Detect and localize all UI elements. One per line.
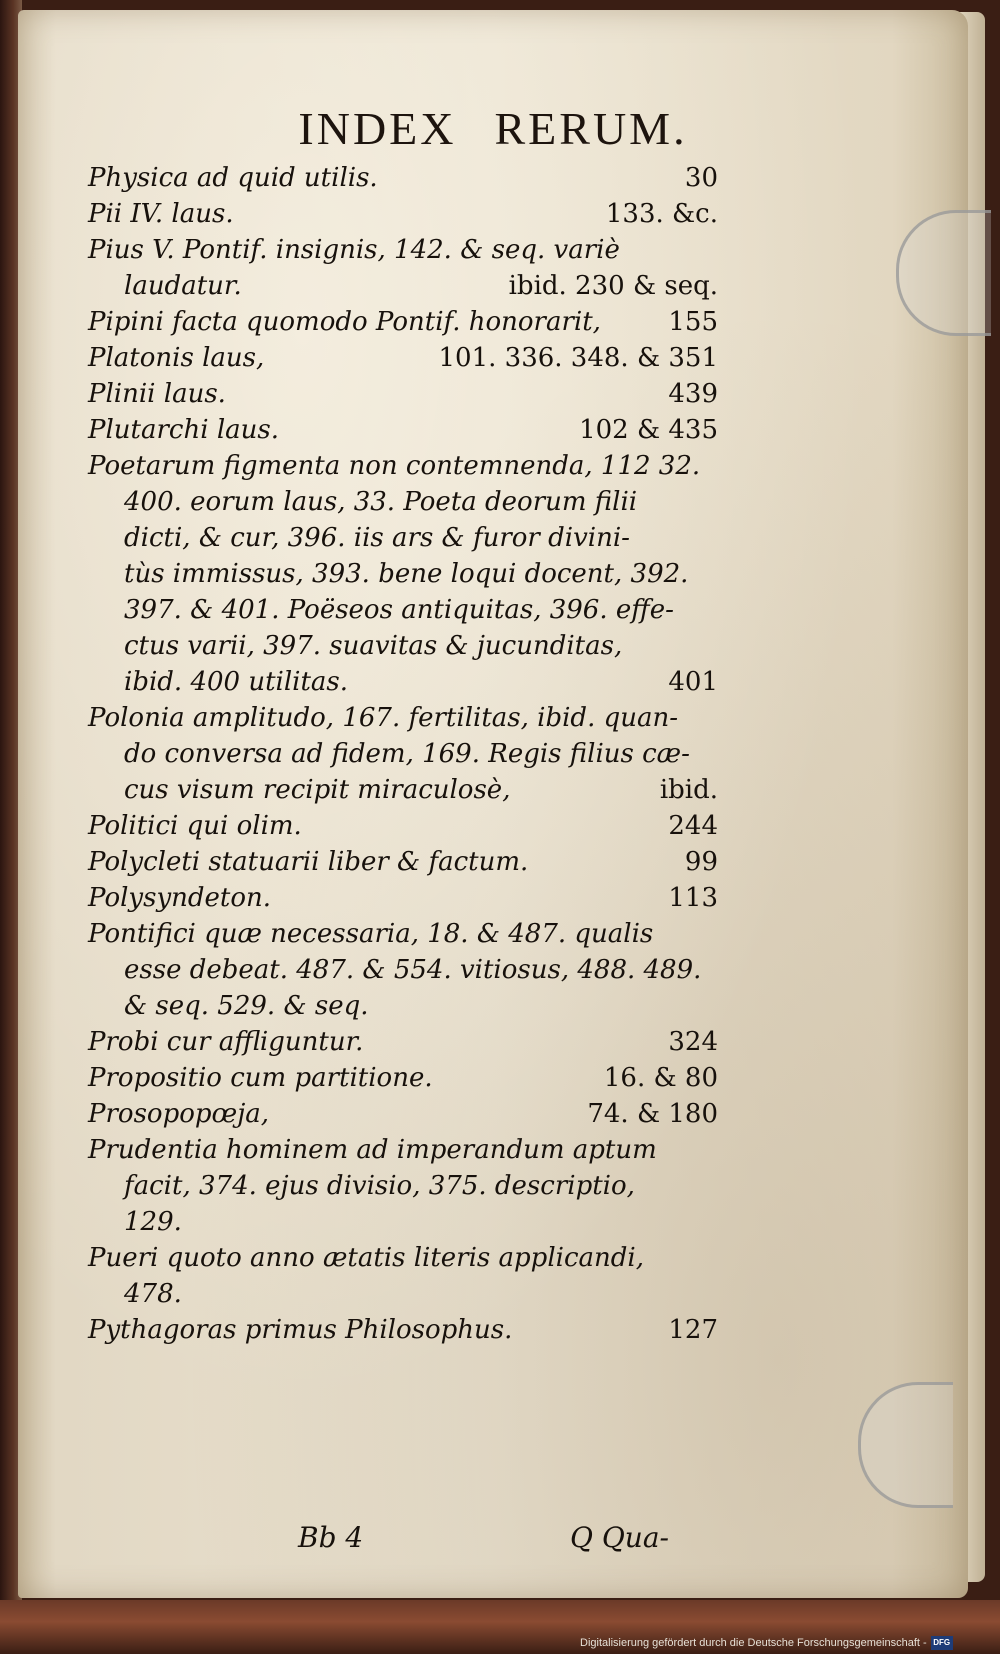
entry-line (88, 1312, 718, 1348)
index-entry (88, 880, 718, 916)
entry-text: Pius V. Pontif. insignis, 142. & seq. variè (88, 235, 620, 265)
entry-text: Pueri quoto anno ætatis literis applicandi, (88, 1243, 644, 1273)
index-entries (88, 160, 718, 1348)
entry-page-reference: 133. &c. (605, 199, 718, 229)
entry-line (88, 340, 718, 376)
entry-text: Pii IV. laus. (88, 199, 234, 229)
index-entry (88, 1024, 718, 1060)
entry-text: Platonis laus, (88, 343, 265, 373)
entry-line (88, 844, 718, 880)
index-entry (88, 196, 718, 232)
index-entry (88, 1240, 718, 1312)
entry-text: 397. & 401. Poëseos antiquitas, 396. effe- (124, 595, 674, 625)
entry-text: dicti, & cur, 396. iis ars & furor divini- (124, 523, 630, 553)
entry-line (88, 880, 718, 916)
entry-continuation-line (88, 1276, 718, 1312)
entry-continuation-line (88, 520, 718, 556)
entry-text: laudatur. (124, 271, 242, 301)
entry-text: esse debeat. 487. & 554. vitiosus, 488. 489. (124, 955, 702, 985)
index-entry (88, 376, 718, 412)
entry-continuation-line (88, 1168, 718, 1204)
entry-continuation-line (88, 484, 718, 520)
entry-line (88, 232, 718, 268)
entry-text: 400. eorum laus, 33. Poeta deorum filii (124, 487, 638, 517)
entry-text: Prosopopœja, (88, 1099, 270, 1129)
entry-line (88, 1096, 718, 1132)
entry-text: Pythagoras primus Philosophus. (88, 1315, 513, 1345)
entry-text: tùs immissus, 393. bene loqui docent, 392. (124, 559, 689, 589)
header-word-rerum: RERUM. (494, 103, 688, 154)
entry-text: Polonia amplitudo, 167. fertilitas, ibid. quan- (88, 703, 679, 733)
entry-line (88, 376, 718, 412)
index-entry (88, 1312, 718, 1348)
index-entry (88, 1096, 718, 1132)
entry-page-reference: 30 (684, 163, 718, 193)
entry-text: Pontifici quæ necessaria, 18. & 487. qualis (88, 919, 654, 949)
book-page (18, 10, 968, 1598)
index-entry (88, 916, 718, 1024)
entry-text: Probi cur affliguntur. (88, 1027, 364, 1057)
entry-page-reference: 102 & 435 (579, 415, 718, 445)
entry-continuation-line (88, 628, 718, 664)
entry-continuation-line (88, 556, 718, 592)
index-entry (88, 412, 718, 448)
dfg-logo: DFG (931, 1636, 953, 1650)
entry-text: Pipini facta quomodo Pontif. honorarit, (88, 307, 601, 337)
header-word-index: INDEX (298, 103, 457, 154)
entry-text: ctus varii, 397. suavitas & jucunditas, (124, 631, 623, 661)
entry-page-reference: ibid. 230 & seq. (508, 271, 718, 301)
index-entry (88, 340, 718, 376)
entry-line (88, 700, 718, 736)
index-entry (88, 700, 718, 808)
entry-text: Propositio cum partitione. (88, 1063, 433, 1093)
entry-line (88, 1024, 718, 1060)
entry-continuation-line (88, 952, 718, 988)
catchword: Q Qua- (570, 1521, 669, 1554)
entry-text: Politici qui olim. (88, 811, 302, 841)
entry-continuation-line (88, 988, 718, 1024)
index-entry (88, 232, 718, 304)
entry-text: Physica ad quid utilis. (88, 163, 378, 193)
entry-page-reference: ibid. (659, 775, 718, 805)
entry-text: cus visum recipit miraculosè, (124, 775, 511, 805)
entry-line (88, 412, 718, 448)
entry-line (88, 1132, 718, 1168)
digitization-credit (580, 1636, 953, 1650)
credit-text: Digitalisierung gefördert durch die Deutsche Forschungsgemeinschaft - (580, 1637, 927, 1649)
entry-continuation-line (88, 592, 718, 628)
entry-text: Poetarum figmenta non contemnenda, 112 32. (88, 451, 701, 481)
entry-page-reference: 244 (668, 811, 718, 841)
entry-line (88, 448, 718, 484)
entry-text: Plutarchi laus. (88, 415, 279, 445)
index-entry (88, 1132, 718, 1240)
entry-page-reference: 324 (668, 1027, 718, 1057)
index-entry (88, 1060, 718, 1096)
previous-page-edge (18, 150, 34, 1450)
entry-line (88, 916, 718, 952)
entry-line (88, 808, 718, 844)
index-entry (88, 448, 718, 700)
entry-text: Polysyndeton. (88, 883, 272, 913)
entry-page-reference: 113 (668, 883, 718, 913)
entry-page-reference: 16. & 80 (603, 1063, 718, 1093)
entry-text: do conversa ad fidem, 169. Regis filius cæ- (124, 739, 690, 769)
entry-text: ibid. 400 utilitas. (124, 667, 349, 697)
entry-line (88, 304, 718, 340)
signature-mark: Bb 4 (298, 1521, 364, 1554)
index-entry (88, 808, 718, 844)
page-header (18, 102, 968, 155)
entry-continuation-line (88, 664, 718, 700)
entry-text: 129. (124, 1207, 182, 1237)
entry-page-reference: 127 (668, 1315, 718, 1345)
entry-text: Polycleti statuarii liber & factum. (88, 847, 529, 877)
entry-page-reference: 74. & 180 (587, 1099, 718, 1129)
entry-text: & seq. 529. & seq. (124, 991, 369, 1021)
index-entry (88, 304, 718, 340)
entry-line (88, 160, 718, 196)
entry-page-reference: 401 (668, 667, 718, 697)
entry-continuation-line (88, 1204, 718, 1240)
entry-continuation-line (88, 736, 718, 772)
entry-line (88, 1060, 718, 1096)
entry-text: Plinii laus. (88, 379, 226, 409)
entry-line (88, 1240, 718, 1276)
entry-page-reference: 439 (668, 379, 718, 409)
entry-continuation-line (88, 268, 718, 304)
entry-page-reference: 155 (668, 307, 718, 337)
entry-page-reference: 101. 336. 348. & 351 (438, 343, 718, 373)
entry-continuation-line (88, 772, 718, 808)
entry-text: 478. (124, 1279, 182, 1309)
entry-page-reference: 99 (684, 847, 718, 877)
entry-text: facit, 374. ejus divisio, 375. descriptio, (124, 1171, 635, 1201)
index-entry (88, 844, 718, 880)
index-entry (88, 160, 718, 196)
entry-line (88, 196, 718, 232)
entry-text: Prudentia hominem ad imperandum aptum (88, 1135, 657, 1165)
